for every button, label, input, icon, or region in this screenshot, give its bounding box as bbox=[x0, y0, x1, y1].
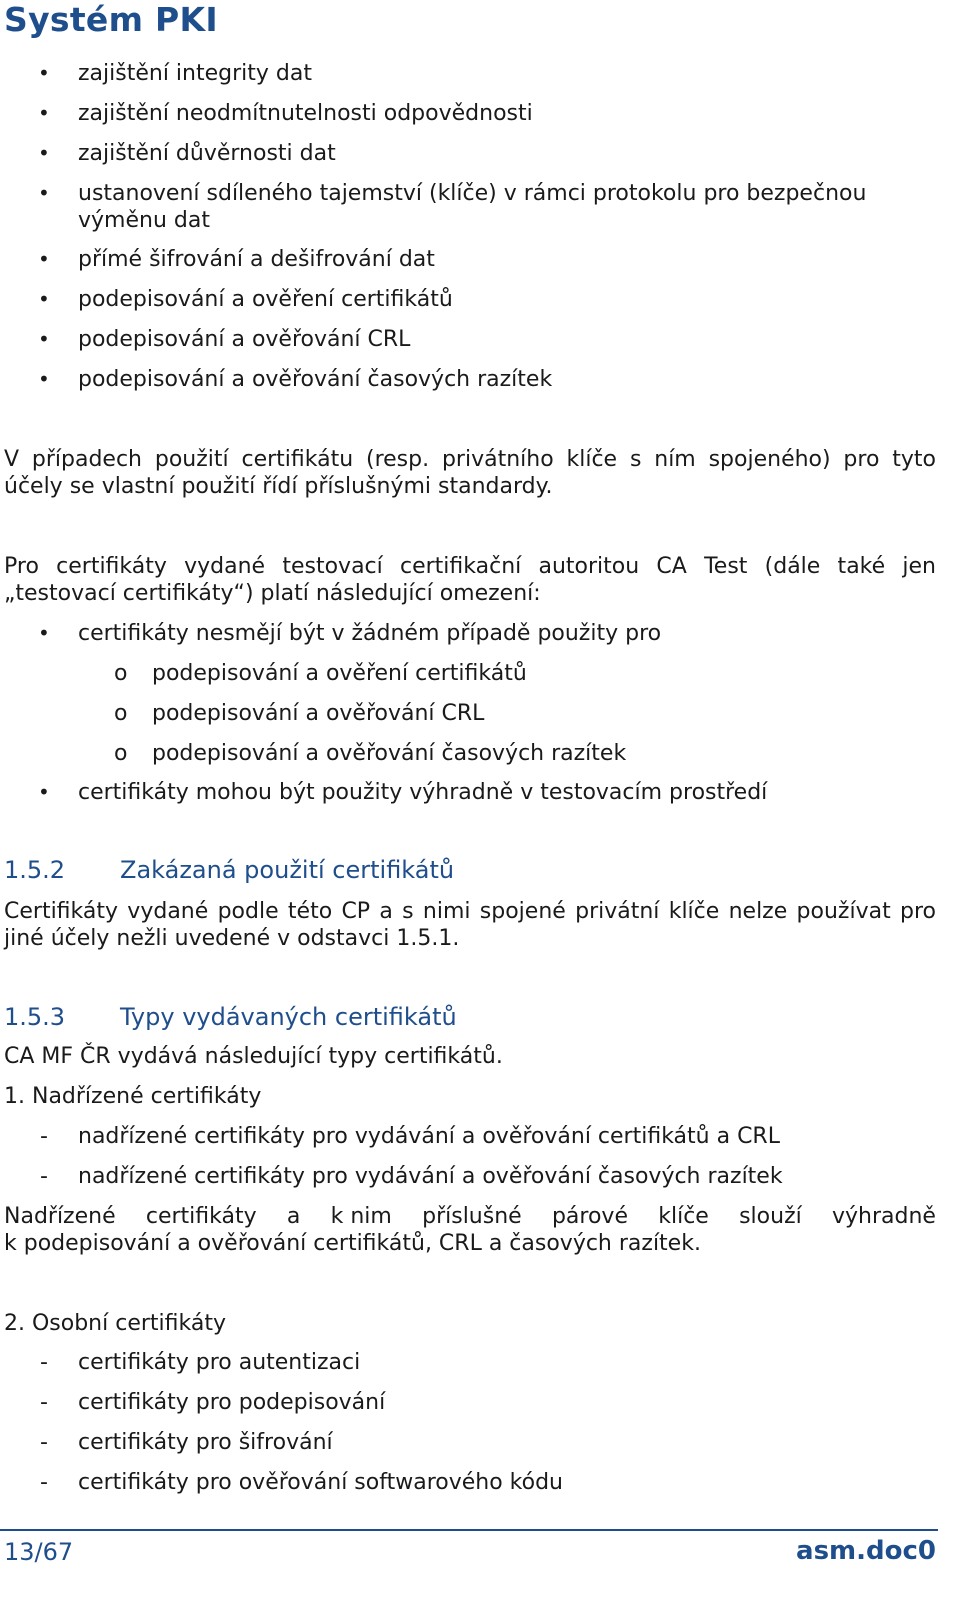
paragraph-line: k podepisování a ověřování certifikátů, CRL a časových razítek. bbox=[4, 1231, 701, 1256]
dash-icon: - bbox=[40, 1470, 48, 1495]
bullet-icon: • bbox=[38, 247, 50, 271]
group-title: 2. Osobní certifikáty bbox=[4, 1311, 226, 1336]
footer-divider bbox=[0, 1529, 938, 1531]
paragraph-line: jiné účely nežli uvedené v odstavci 1.5.1. bbox=[4, 926, 460, 951]
paragraph-line: účely se vlastní použití řídí příslušnými standardy. bbox=[4, 474, 553, 499]
circle-bullet-icon: o bbox=[114, 661, 128, 686]
page-number: 13/67 bbox=[4, 1538, 74, 1566]
bullet-icon: • bbox=[38, 621, 50, 645]
circle-bullet-icon: o bbox=[114, 701, 128, 726]
section-title: Zakázaná použití certifikátů bbox=[120, 856, 455, 884]
dash-icon: - bbox=[40, 1430, 48, 1455]
page-title: Systém PKI bbox=[4, 0, 218, 39]
bullet-icon: • bbox=[38, 181, 50, 205]
bullet-icon: • bbox=[38, 327, 50, 351]
bullet-icon: • bbox=[38, 61, 50, 85]
section-title: Typy vydávaných certifikátů bbox=[120, 1003, 457, 1031]
section-number: 1.5.3 bbox=[4, 1003, 66, 1031]
bullet-icon: • bbox=[38, 287, 50, 311]
group-title: 1. Nadřízené certifikáty bbox=[4, 1084, 262, 1109]
paragraph-line: „testovací certifikáty“) platí následující omezení: bbox=[4, 581, 541, 606]
paragraph-line: V případech použití certifikátu (resp. privátního klíče s ním spojeného) pro tyto bbox=[4, 447, 936, 472]
section-number: 1.5.2 bbox=[4, 856, 66, 884]
paragraph-line: Nadřízené certifikáty a k nim příslušné párové klíče slouží výhradně bbox=[4, 1204, 936, 1229]
paragraph-line: CA MF ČR vydává následující typy certifikátů. bbox=[4, 1044, 503, 1069]
document-name: asm.doc0 bbox=[796, 1536, 936, 1566]
dash-icon: - bbox=[40, 1164, 48, 1189]
dash-icon: - bbox=[40, 1390, 48, 1415]
bullet-icon: • bbox=[38, 780, 50, 804]
dash-icon: - bbox=[40, 1124, 48, 1149]
bullet-icon: • bbox=[38, 367, 50, 391]
paragraph-line: Certifikáty vydané podle této CP a s nimi spojené privátní klíče nelze používat pro bbox=[4, 899, 936, 924]
bullet-icon: • bbox=[38, 141, 50, 165]
dash-icon: - bbox=[40, 1350, 48, 1375]
circle-bullet-icon: o bbox=[114, 741, 128, 766]
paragraph-line: Pro certifikáty vydané testovací certifikační autoritou CA Test (dále také jen bbox=[4, 554, 936, 579]
bullet-icon: • bbox=[38, 101, 50, 125]
